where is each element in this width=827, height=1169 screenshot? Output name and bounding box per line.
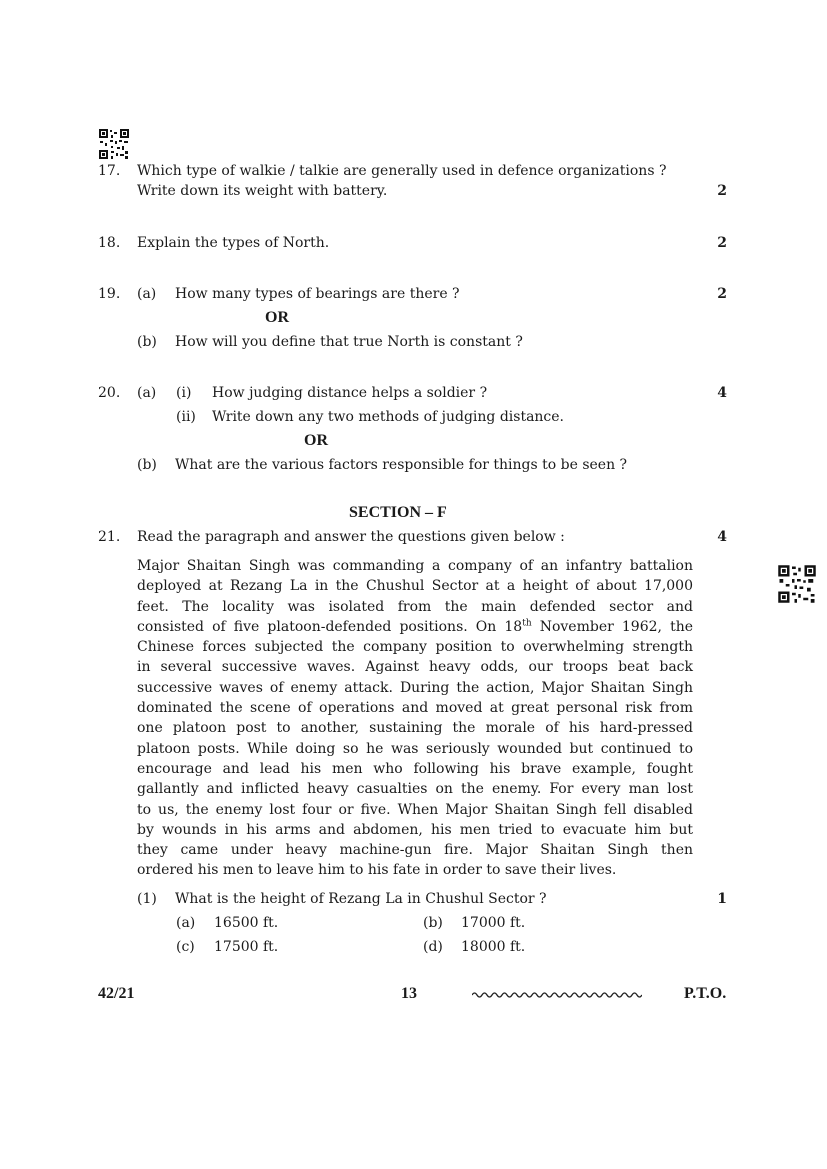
question-number: 17. [98,163,121,179]
marks: 2 [717,235,727,251]
sub-label: (ii) [176,409,196,425]
passage-line: gallantly and inflicted heavy casualties on the enemy. For every man lost [137,781,693,798]
passage-line: feet. The locality was isolated from the main defended sector and [137,598,693,615]
question-text: How many types of bearings are there ? [175,286,460,302]
question-text: Explain the types of North. [137,235,330,251]
option-text: 16500 ft. [214,915,279,931]
passage-line: Chinese forces subjected the company position to overwhelming strength [137,639,693,656]
marks: 2 [717,286,727,302]
option-label: (d) [423,939,443,955]
option-label: (c) [176,939,195,955]
option-label: (a) [137,286,157,302]
sub-question-label: (1) [137,891,157,907]
question-text: What is the height of Rezang La in Chushul Sector ? [175,891,547,907]
passage-line: consisted of five platoon-defended positions. On 18th November 1962, the [137,618,693,635]
question-text: Which type of walkie / talkie are generally used in defence organizations ? [137,163,667,179]
passage-line: in several successive waves. Against heavy odds, our troops beat back [137,659,693,676]
option-text: 17000 ft. [461,915,526,931]
option-label: (b) [423,915,443,931]
passage-line: to us, the enemy lost four or five. When Major Shaitan Singh fell disabled [137,801,693,818]
question-text: Write down its weight with battery. [137,183,388,199]
option-label: (b) [137,457,157,473]
passage-line: deployed at Rezang La in the Chushul Sector at a height of about 17,000 [137,578,693,595]
option-label: (b) [137,334,157,350]
option-text: 17500 ft. [214,939,279,955]
question-text: Write down any two methods of judging distance. [212,409,565,425]
sub-label: (i) [176,385,192,401]
marks: 4 [717,529,727,545]
option-label: (a) [176,915,196,931]
passage-line: dominated the scene of operations and moved at great personal risk from [137,700,693,717]
passage-line: Major Shaitan Singh was commanding a company of an infantry battalion [137,558,693,574]
passage [137,556,693,881]
or-separator: OR [265,309,289,326]
section-title: SECTION – F [349,504,447,521]
question-number: 18. [98,235,121,251]
page-number: 13 [401,985,417,1002]
qr-code-side [777,564,817,604]
question-number: 20. [98,385,121,401]
question-number: 21. [98,529,121,545]
marks: 4 [717,385,727,401]
question-text: How will you define that true North is constant ? [175,334,523,350]
marks: 1 [717,891,727,907]
passage-line: they came under heavy machine-gun fire. Major Shaitan Singh then [137,842,693,859]
paper-code: 42/21 [98,985,135,1002]
passage-line: successive waves of enemy attack. During the action, Major Shaitan Singh [137,679,693,696]
marks: 2 [717,183,727,199]
wavy-line-decoration [472,990,642,1000]
question-text: How judging distance helps a soldier ? [212,385,488,401]
or-separator: OR [304,432,328,449]
passage-line: ordered his men to leave him to his fate in order to save their lives. [137,862,617,879]
option-text: 18000 ft. [461,939,526,955]
passage-line: one platoon post to another, sustaining the morale of his hard-pressed [137,720,693,737]
qr-code-top [98,128,130,160]
pto-label: P.T.O. [684,985,727,1002]
option-label: (a) [137,385,157,401]
passage-line: by wounds in his arms and abdomen, his men tried to evacuate him but [137,821,693,838]
superscript: th [522,618,532,629]
passage-line: platoon posts. While doing so he was seriously wounded but continued to [137,740,693,757]
question-number: 19. [98,286,121,302]
passage-line: encourage and lead his men who following his brave example, fought [137,760,693,777]
question-text: What are the various factors responsible for things to be seen ? [175,457,628,473]
question-text: Read the paragraph and answer the questions given below : [137,529,565,545]
